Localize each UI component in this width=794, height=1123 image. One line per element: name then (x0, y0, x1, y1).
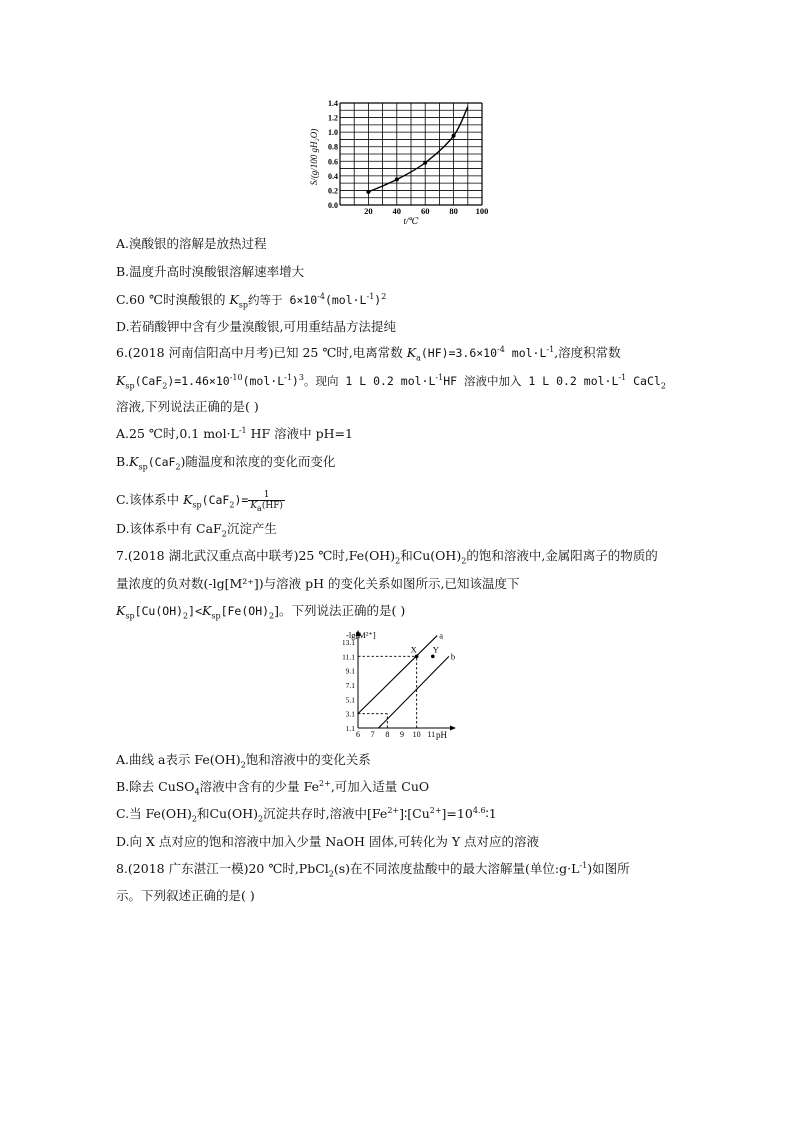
chart2-xlabel: pH (436, 730, 447, 740)
q7-option-a: A.曲线 a表示 $Fe(OH)_2$饱和溶液中的变化关系 (116, 752, 371, 770)
chart1-x-tick: 60 (420, 206, 430, 216)
chart1-point (395, 178, 399, 182)
chart2-point-label-X: X (410, 644, 417, 655)
q7-option-c: C.当 $Fe(OH)_2$和$Cu(OH)_2$沉淀共存时,溶液中$[Fe^{2+}]∶[Cu^{2+}]=10^{4.6}∶1$ (116, 805, 497, 824)
chart2-y-tick: 5.1 (345, 695, 355, 705)
q7-option-d: D.向 X 点对应的饱和溶液中加入少量 NaOH 固体,可转化为 Y 点对应的溶液 (116, 834, 540, 849)
chart1-xlabel: t/℃ (403, 216, 419, 226)
chart2-x-tick: 7 (370, 730, 375, 739)
chart1-grid (340, 103, 482, 205)
chart2-line-label-b: b (450, 651, 456, 662)
chart2-y-tick: 1.1 (345, 724, 355, 733)
chart1-y-tick: 1.2 (328, 113, 338, 123)
q6-stem-line1: 6.(2018 河南信阳高中月考)已知 25 ℃时,电离常数 $K_a(HF)=3.6\times 10^{-4}$ $mol\cdot L^{-1}$,溶度积常数 (116, 344, 621, 363)
chart1-point (366, 190, 370, 194)
chart2-x-tick: 8 (385, 730, 390, 739)
chart2-axes (356, 630, 457, 731)
chart1-x-tick: 20 (364, 206, 373, 216)
chart2-line-label-a: a (439, 630, 443, 641)
chart1-y-tick: 0.2 (328, 186, 338, 196)
chart2-x-tick: 6 (356, 730, 360, 739)
chart2-y-tick: 9.1 (345, 666, 355, 676)
q7-stem-line3: $K_{sp}[Cu(OH)_2]<K_{sp}[Fe(OH)_2]$。下列说法正确的是( ) (116, 603, 406, 621)
chart2-points (411, 644, 439, 658)
chart1-x-tick: 100 (475, 206, 489, 216)
q5-option-d: D.若硝酸钾中含有少量溴酸银,可用重结晶方法提纯 (116, 319, 397, 334)
chart2-x-tick: 11 (427, 730, 436, 739)
lg-m-ph-chart (318, 628, 468, 743)
chart2-point-X (415, 655, 419, 659)
q8-stem-line1: 8.(2018 广东湛江一模)20 ℃时,PbCl$_2$(s)在不同浓度盐酸中的最大溶解量(单位$:g\cdot L^{-1}$)如图所 (116, 860, 630, 879)
q8-stem-line2: 示。下列叙述正确的是( ) (116, 888, 255, 903)
q7-stem-line2: 量浓度的负对数(-lg[M²⁺])与溶液 pH 的变化关系如图所示,已知该温度下 (116, 576, 520, 591)
q6-option-c: C.该体系中 $K_{sp}(CaF_2)=$ $\frac{1}{K_a(HF)}$ (116, 490, 283, 513)
q6-stem-line3: 溶液,下列说法正确的是( ) (116, 399, 259, 414)
chart2-y-tick: 3.1 (345, 709, 355, 719)
chart1-y-tick: 0.0 (328, 201, 338, 210)
chart1-y-tick: 0.4 (328, 171, 338, 181)
chart2-y-tick: 7.1 (345, 681, 355, 690)
chart2-dashed-lines (358, 656, 417, 728)
chart1-point (452, 134, 456, 138)
chart1-point (423, 161, 427, 165)
chart2-y-tick: 13.1 (341, 638, 355, 647)
chart2-ticks (342, 638, 435, 739)
q5-option-b: B.温度升高时溴酸银溶解速率增大 (116, 264, 305, 279)
chart2-line-a (358, 636, 437, 714)
q6-option-b: $B.K_{sp}(CaF_2)$随温度和浓度的变化而变化 (116, 454, 336, 472)
q6-option-d: D.该体系中有 CaF$_2$沉淀产生 (116, 521, 277, 539)
q7-stem-line1: 7.(2018 湖北武汉重点高中联考)25 ℃时$,Fe(OH)_2$和$Cu(OH)_2$的饱和溶液中,金属阳离子的物质的 (116, 548, 658, 566)
q7-option-b: B.除去 CuSO$_4$溶液中含有的少量 $Fe^{2+}$,可加入适量 CuO (116, 778, 430, 797)
q6-stem-line2: $K_{sp}(CaF_2)=1.46\times 10^{-10}(mol\cdot L^{-1})^3$。现向 1 L 0.2 $mol\cdot L^{-1}HF$ 溶液中加入 1 L 0.2 $mol\cdot L^{-1}$ CaCl$_2$ (116, 372, 666, 391)
chart2-y-tick: 11.1 (342, 652, 355, 662)
chart1-x-tick: 80 (449, 206, 458, 216)
q5-option-c: C.60 ℃时溴酸银的 $K_{sp}$约等于 $6\times 10^{-4}(mol\cdot L^{-1})^2$ (116, 291, 387, 310)
solubility-curve (368, 107, 467, 192)
q5-option-a: A.溴酸银的溶解是放热过程 (116, 236, 267, 251)
chart2-point-Y (431, 655, 435, 659)
chart1-y-tick: 0.6 (328, 157, 338, 167)
chart2-line-b (379, 656, 449, 728)
chart1-ylabel: S/(g/100 gH₂O) (309, 128, 319, 186)
chart2-ylabel: -lg[M²⁺] (346, 630, 376, 640)
chart2-x-arrow (450, 726, 456, 731)
q6-fraction: $\frac{1}{K_a(HF)}$ (250, 490, 283, 513)
solubility-chart (300, 95, 500, 230)
chart1-y-tick: 1.4 (328, 99, 338, 108)
q6-option-a: A.25 ℃时,0.1 $mol\cdot L^{-1}$ HF 溶液中 pH=1 (116, 425, 353, 441)
chart2-point-label-Y: Y (432, 644, 439, 655)
chart2-x-tick: 10 (412, 730, 421, 739)
chart1-y-tick: 1.0 (328, 128, 338, 138)
chart2-x-tick: 9 (400, 730, 404, 739)
chart1-y-tick: 0.8 (328, 142, 338, 152)
chart1-x-tick: 40 (392, 206, 402, 216)
